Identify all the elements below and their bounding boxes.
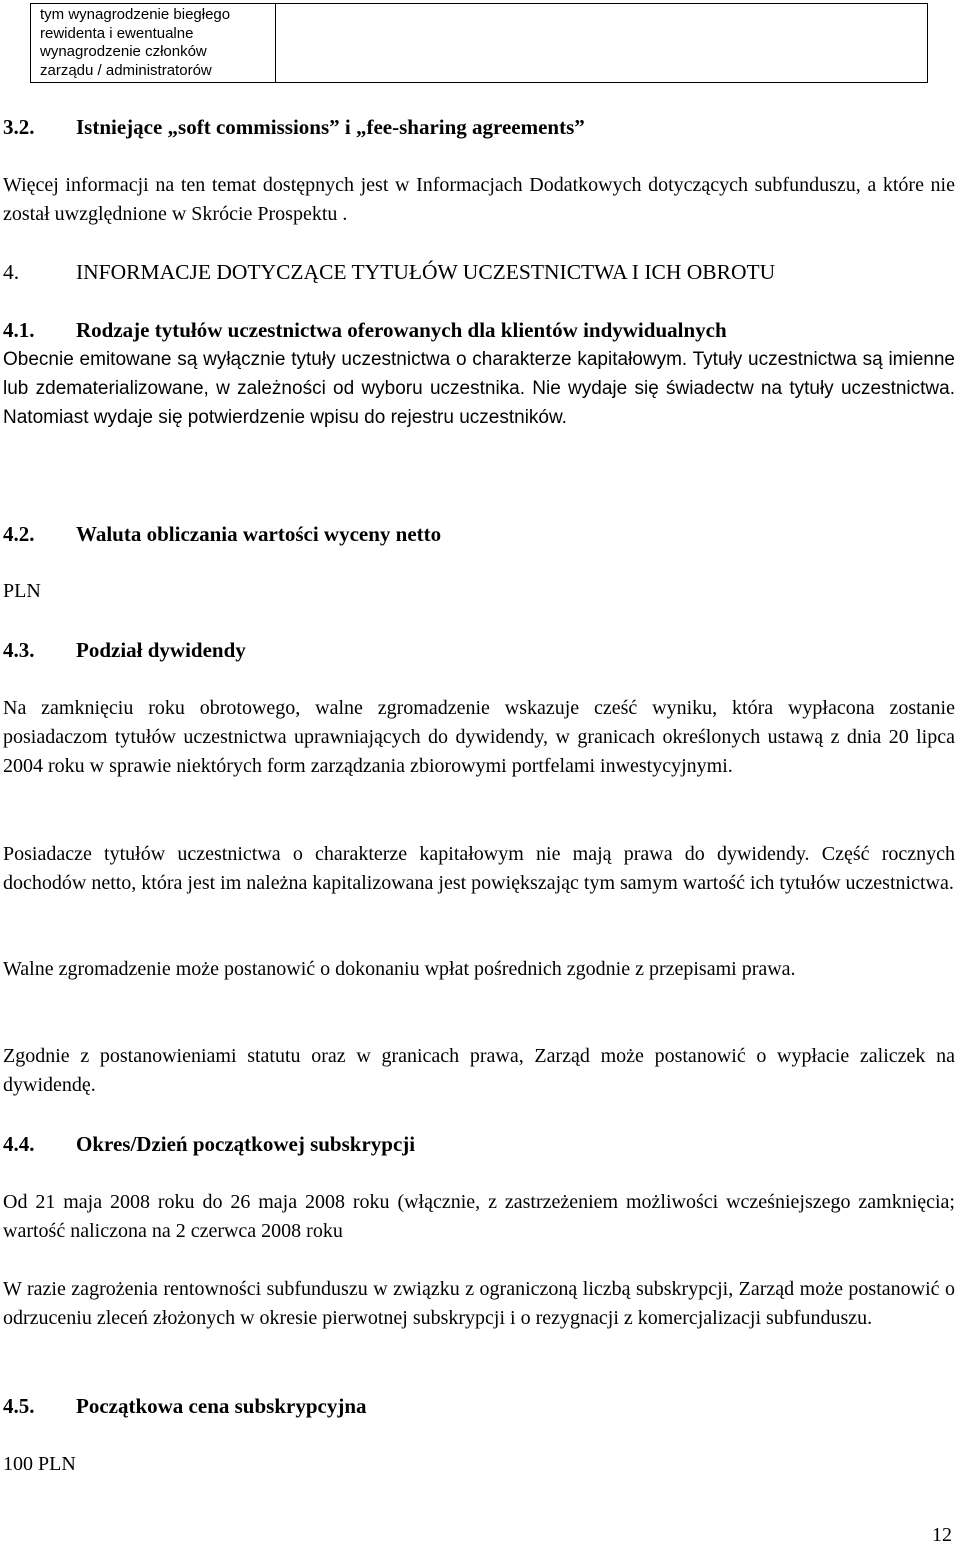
table-cell-line: tym wynagrodzenie biegłego — [40, 6, 231, 23]
table-cell-right — [276, 4, 927, 82]
table-cell-line: wynagrodzenie członków — [40, 43, 207, 61]
section-4-3-paragraph: Zgodnie z postanowieniami statutu oraz w granicach prawa, Zarząd może postanowić o wypłacie zaliczek na dywidendę. — [3, 1045, 955, 1096]
section-number: 4.2. — [3, 522, 35, 546]
section-4-4-paragraph: W razie zagrożenia rentowności subfunduszu w związku z ograniczoną liczbą subskrypcji, Zarząd może postanowić o odrzuceniu zleceń złożonych w okresie pierwotnej subskrypcji i o rezygnacji z komercjalizacji subfunduszu. — [3, 1278, 955, 1329]
section-4-3-paragraph: Walne zgromadzenie może postanowić o dokonaniu wpłat pośrednich zgodnie z przepisami prawa. — [3, 958, 796, 980]
section-number: 3.2. — [3, 115, 35, 139]
section-title: Początkowa cena subskrypcyjna — [76, 1394, 367, 1418]
section-title: Podział dywidendy — [76, 638, 246, 662]
section-4-heading — [0, 258, 960, 288]
section-title: Waluta obliczania wartości wyceny netto — [76, 522, 442, 546]
section-number: 4. — [3, 260, 20, 284]
section-3-2-heading — [0, 113, 960, 143]
section-4-3-heading — [0, 636, 960, 666]
section-4-4-heading — [0, 1130, 960, 1160]
table-fragment — [30, 3, 928, 83]
section-4-5-heading — [0, 1392, 960, 1422]
section-4-3-paragraph: Na zamknięciu roku obrotowego, walne zgromadzenie wskazuje cześć wyniku, która wypłacona zostanie posiadaczom tytułów uczestnictwa uprawniających do dywidendy, w granicach określonych ustawą z dnia 20 lipca 2004 roku w sprawie niektórych form zarządzania zbiorowymi portfelami inwestycyjnymi. — [3, 697, 955, 777]
section-3-2-text: Więcej informacji na ten temat dostępnych jest w Informacjach Dodatkowych dotyczących subfunduszu, a które nie został uwzględnione w Skrócie Prospektu . — [3, 174, 955, 225]
section-number: 4.3. — [3, 638, 35, 662]
section-title: Rodzaje tytułów uczestnictwa oferowanych dla klientów indywidualnych — [76, 318, 727, 342]
section-4-5-text: 100 PLN — [3, 1453, 76, 1475]
section-4-3-paragraph: Posiadacze tytułów uczestnictwa o charakterze kapitałowym nie mają prawa do dywidendy. Część rocznych dochodów netto, która jest im należna kapitalizowana jest powiększając tym samym wartość ich tytułów uczestnictwa. — [3, 843, 955, 894]
section-4-4-paragraph: Od 21 maja 2008 roku do 26 maja 2008 roku (włącznie, z zastrzeżeniem możliwości wcześniejszego zamknięcia; wartość naliczona na 2 czerwca 2008 roku — [3, 1191, 955, 1242]
page-number: 12 — [932, 1524, 952, 1546]
section-number: 4.5. — [3, 1394, 35, 1418]
table-cell-line: rewidenta i ewentualne — [40, 24, 194, 42]
section-number: 4.4. — [3, 1132, 35, 1156]
section-4-2-heading — [0, 520, 960, 550]
section-4-1-text: Obecnie emitowane są wyłącznie tytuły uczestnictwa o charakterze kapitałowym. Tytuły uczestnictwa są imienne lub zdematerializowane, w zależności od wyboru uczestnika. Nie wydaje się świadectw na tytuły uczestnictwa. Natomiast wydaje się potwierdzenie wpisu do rejestru uczestników. — [3, 349, 955, 428]
section-title: Okres/Dzień początkowej subskrypcji — [76, 1132, 416, 1156]
section-4-1-heading — [0, 316, 960, 346]
section-title: Istniejące „soft commissions” i „fee-sharing agreements” — [76, 115, 585, 139]
section-title: INFORMACJE DOTYCZĄCE TYTUŁÓW UCZESTNICTWA I ICH OBROTU — [76, 260, 776, 284]
section-number: 4.1. — [3, 318, 35, 342]
section-4-2-text: PLN — [3, 580, 41, 602]
table-cell-line: zarządu / administratorów — [40, 62, 212, 80]
table-cell-left — [31, 4, 276, 82]
